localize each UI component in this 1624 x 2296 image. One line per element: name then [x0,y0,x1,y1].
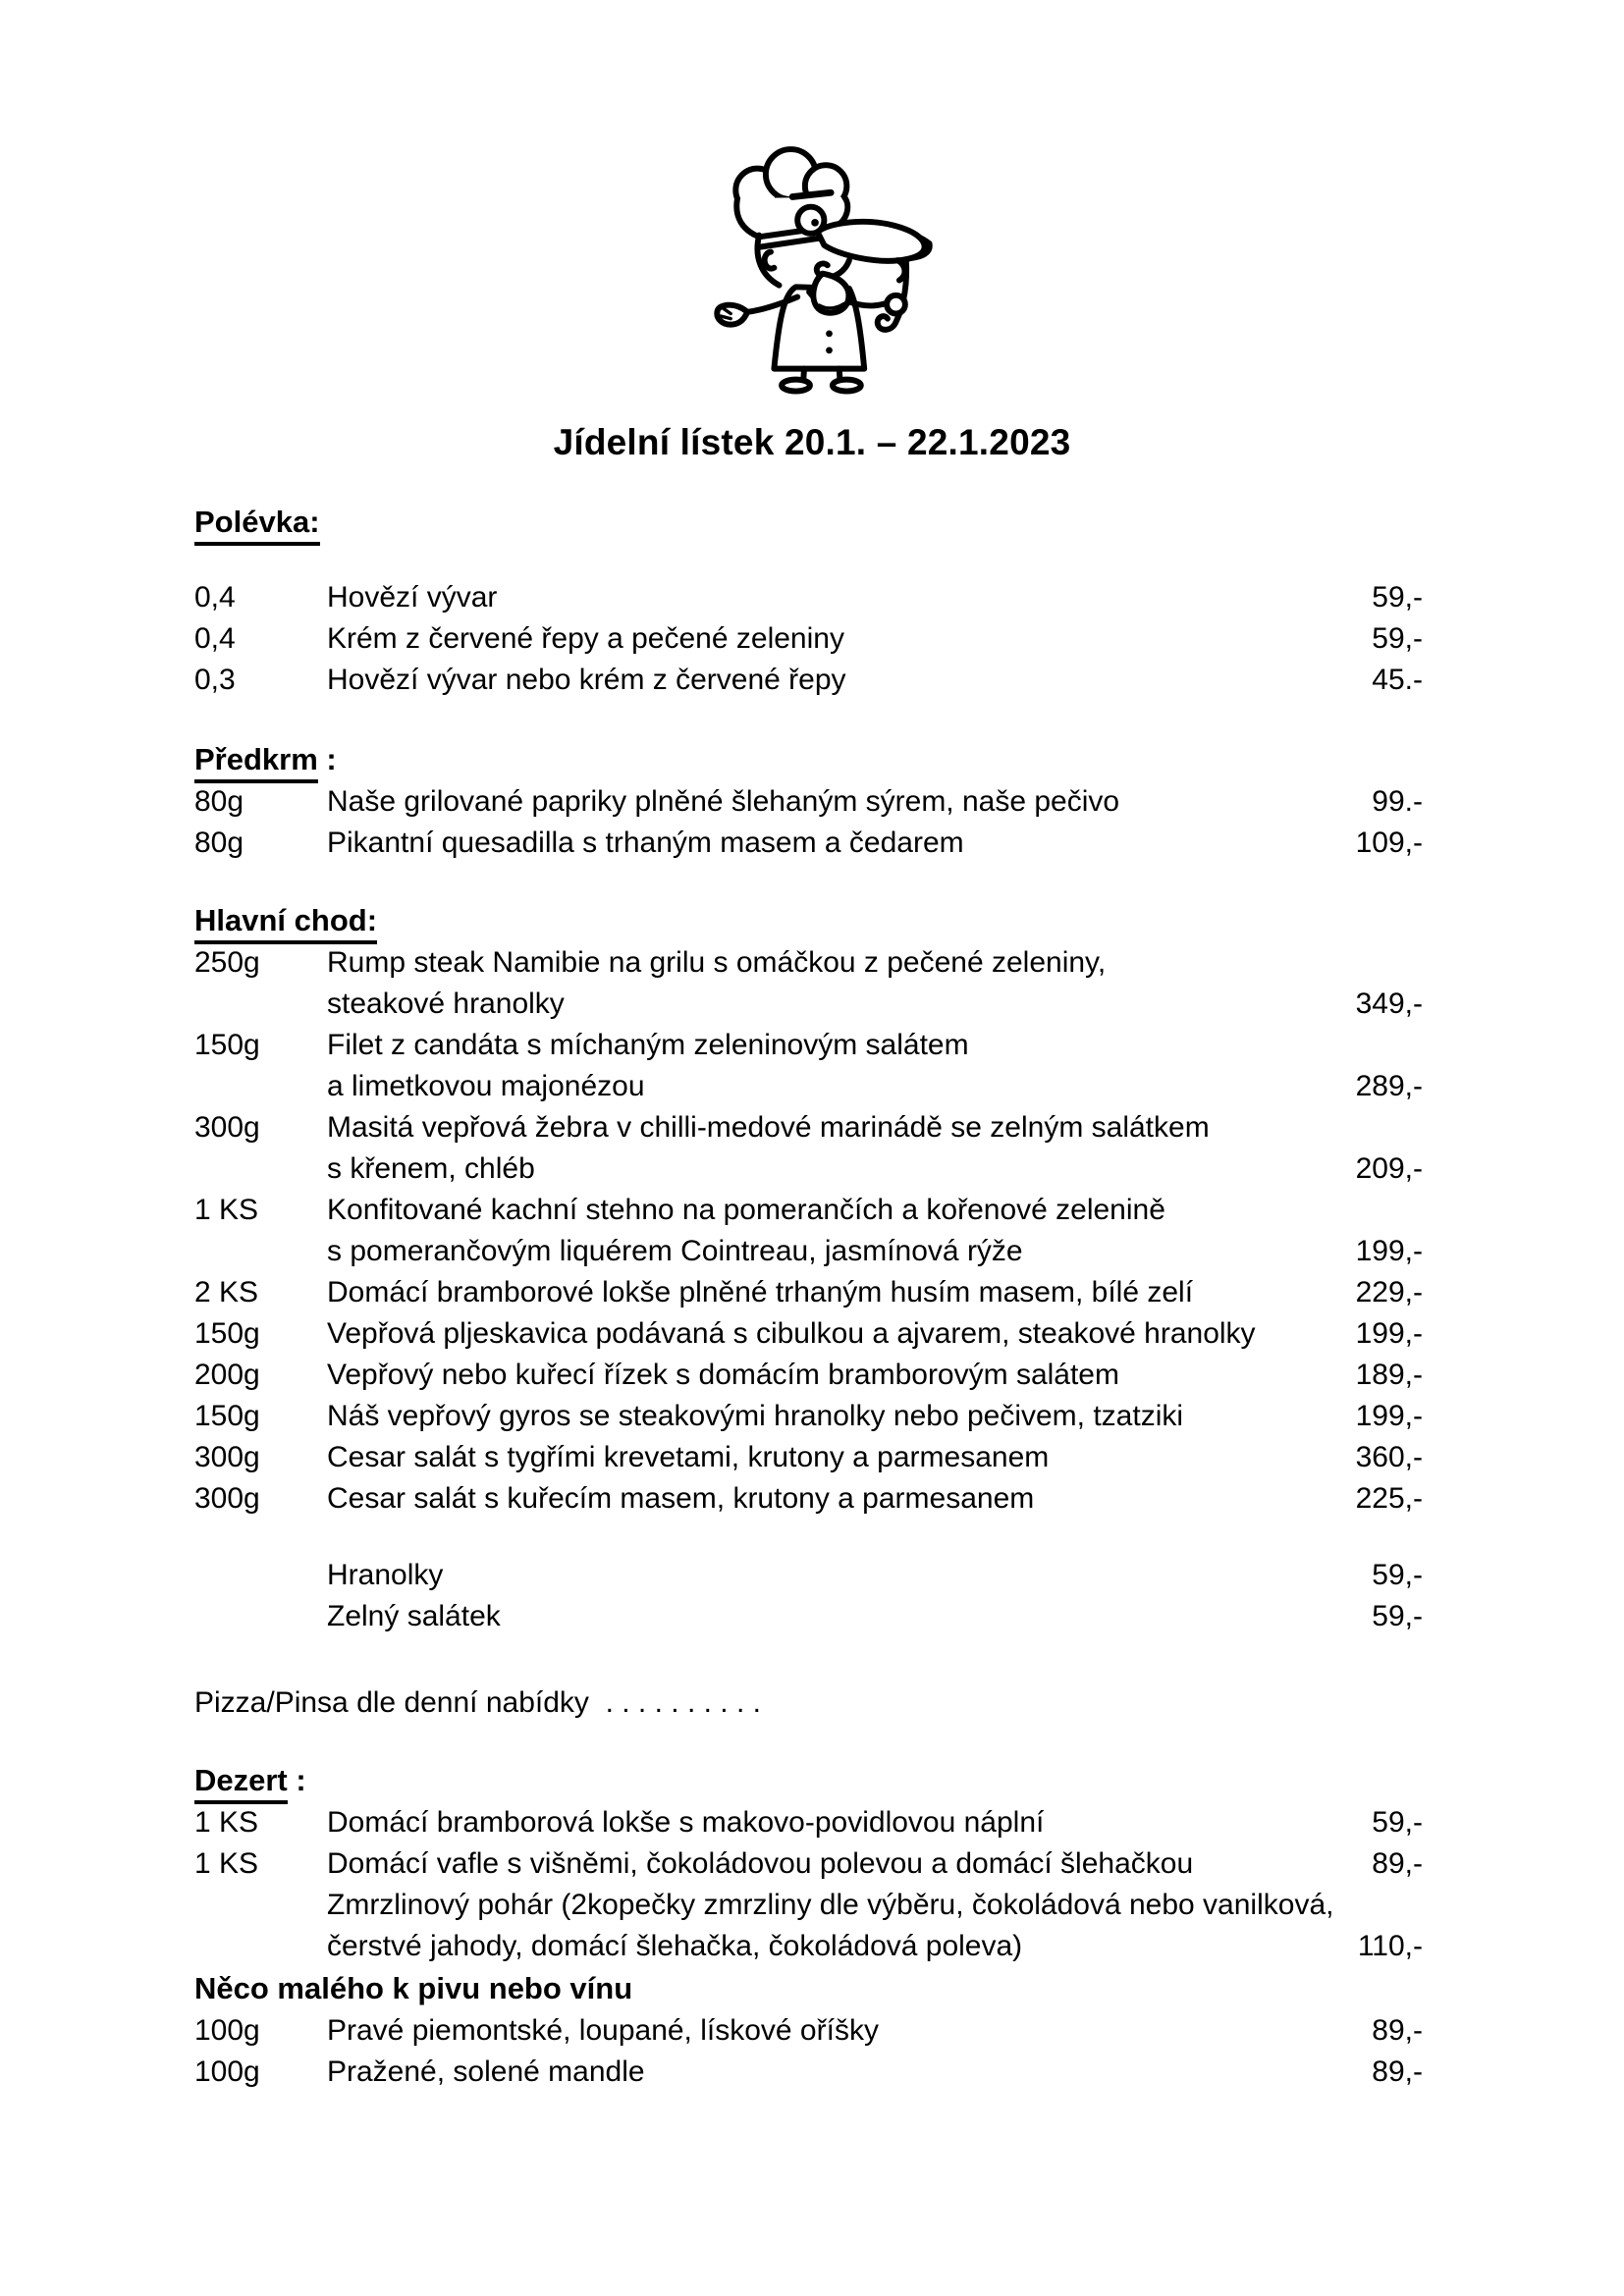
menu-line [194,1359,1423,1400]
menu-line [194,664,1423,705]
item-name: čerstvé jahody, domácí šlehačka, čokoládová poleva) [327,1930,1023,1962]
menu-section-hlavni-chod [194,903,1423,1641]
section-heading [194,1971,1423,2014]
portion-size: 300g [194,1482,260,1515]
item-price: 349,- [1355,988,1423,1020]
menu-line [194,1559,1423,1600]
item-name: Pikantní quesadilla s trhaným masem a čedarem [327,827,964,859]
item-name: Domácí bramborová lokše s makovo-povidlovou náplní [327,1806,1045,1839]
item-name: Rump steak Namibie na grilu s omáčkou z pečené zeleniny, [327,946,1107,979]
menu-line [194,827,1423,868]
item-price: 209,- [1355,1152,1423,1185]
menu-line [194,1029,1423,1070]
portion-size: 150g [194,1317,260,1350]
menu-line [194,1806,1423,1847]
item-name: Domácí vafle s višněmi, čokoládovou polevou a domácí šlehačkou [327,1847,1194,1880]
portion-size: 100g [194,2014,260,2047]
menu-line [194,1317,1423,1359]
section-heading [194,505,1423,548]
item-price: 289,- [1355,1070,1423,1102]
menu-line [194,581,1423,622]
item-price: 199,- [1355,1317,1423,1350]
item-name: Filet z candáta s míchaným zeleninovým salátem [327,1029,969,1061]
menu-line [194,1600,1423,1641]
portion-size: 1 KS [194,1806,259,1839]
page-title: Jídelní lístek 20.1. – 22.1.2023 [553,422,1071,462]
item-price: 59,- [1372,1806,1423,1839]
menu-line [194,1070,1423,1111]
menu-sections [194,505,1423,2097]
item-name: Hranolky [327,1559,444,1591]
item-price: 199,- [1355,1400,1423,1432]
item-price: 59,- [1372,622,1423,655]
item-price: 199,- [1355,1235,1423,1267]
item-name: Zelný salátek [327,1600,501,1632]
menu-section-pizza [194,1686,1423,1728]
item-name: steakové hranolky [327,988,565,1020]
portion-size: 300g [194,1111,260,1144]
menu-section-neco-maleho [194,1971,1423,2097]
menu-line [194,1111,1423,1152]
portion-size: 300g [194,1441,260,1473]
item-name: Vepřový nebo kuřecí řízek s domácím bramborovým salátem [327,1359,1119,1391]
portion-size: 2 KS [194,1276,259,1308]
portion-size: 200g [194,1359,260,1391]
item-name: Náš vepřový gyros se steakovými hranolky nebo pečivem, tzatziki [327,1400,1184,1432]
item-name: Pravé piemontské, loupané, lískové oříšky [327,2014,879,2047]
chef-illustration-wrap [0,0,1624,399]
item-price: 59,- [1372,1559,1423,1591]
menu-line [194,1441,1423,1482]
menu-line [194,1235,1423,1276]
portion-size: 250g [194,946,260,979]
item-price: 89,- [1372,2056,1423,2088]
item-price: 225,- [1355,1482,1423,1515]
portion-size: 0,3 [194,664,236,696]
section-heading-underlined: Polévka: [194,505,320,546]
section-heading-underlined: Předkrm [194,742,318,783]
item-name: s pomerančovým liquérem Cointreau, jasmínová rýže [327,1235,1023,1267]
item-price: 45.- [1372,664,1423,696]
menu-section-predkrm [194,742,1423,868]
item-price: 59,- [1372,1600,1423,1632]
item-name: Konfitované kachní stehno na pomerančích a kořenové zelenině [327,1194,1165,1226]
item-name: a limetkovou majonézou [327,1070,645,1102]
menu-line [194,1930,1423,1971]
section-heading-plain: Něco malého k pivu nebo vínu [194,1971,633,2005]
menu-section-dezert [194,1763,1423,1971]
menu-line [194,1889,1423,1930]
item-name: Krém z červené řepy a pečené zeleniny [327,622,844,655]
item-price: 59,- [1372,581,1423,614]
menu-content [0,505,1624,2097]
menu-line [194,1152,1423,1194]
item-price: 110,- [1357,1930,1423,1962]
item-price: 189,- [1355,1359,1423,1391]
section-heading [194,903,1423,946]
chef-with-ladle-icon [687,145,938,399]
item-price: 89,- [1372,2014,1423,2047]
item-name: Cesar salát s tygřími krevetami, krutony a parmesanem [327,1441,1050,1473]
menu-line [194,1482,1423,1523]
portion-size: 150g [194,1029,260,1061]
item-name: Masitá vepřová žebra v chilli-medové marinádě se zelným salátkem [327,1111,1210,1144]
portion-size: 0,4 [194,622,236,655]
portion-size: 1 KS [194,1847,259,1880]
menu-line [194,1194,1423,1235]
section-heading-plain: : [317,742,337,776]
portion-size: 80g [194,827,244,859]
menu-line [194,2014,1423,2056]
portion-size: 150g [194,1400,260,1432]
item-name: s křenem, chléb [327,1152,535,1185]
menu-line [194,785,1423,827]
item-name: Domácí bramborové lokše plněné trhaným husím masem, bílé zelí [327,1276,1194,1308]
item-name: Zmrzlinový pohár (2kopečky zmrzliny dle výběru, čokoládová nebo vanilková, [327,1889,1334,1921]
menu-line [194,946,1423,988]
portion-size: 1 KS [194,1194,259,1226]
item-name: Cesar salát s kuřecím masem, krutony a parmesanem [327,1482,1035,1515]
menu-line [194,988,1423,1029]
item-price: 99.- [1372,785,1423,818]
item-name: Hovězí vývar [327,581,498,614]
item-name: Hovězí vývar nebo krém z červené řepy [327,664,846,696]
section-heading-underlined: Hlavní chod: [194,903,377,944]
portion-size: 80g [194,785,244,818]
item-price: 229,- [1355,1276,1423,1308]
portion-size: 100g [194,2056,260,2088]
item-price: 360,- [1355,1441,1423,1473]
menu-line [194,2056,1423,2097]
item-price: 109,- [1355,827,1423,859]
section-heading [194,1763,1423,1806]
item-name: Naše grilované papriky plněné šlehaným sýrem, naše pečivo [327,785,1120,818]
item-name: Pražené, solené mandle [327,2056,645,2088]
item-price: 89,- [1372,1847,1423,1880]
spacer [194,1523,1423,1559]
menu-line [194,1847,1423,1889]
section-heading [194,742,1423,785]
section-heading-underlined: Dezert [194,1763,288,1804]
item-name: Vepřová pljeskavica podávaná s cibulkou a ajvarem, steakové hranolky [327,1317,1256,1350]
menu-line [194,1276,1423,1317]
menu-line [194,1400,1423,1441]
menu-line [194,622,1423,664]
pizza-note: Pizza/Pinsa dle denní nabídky . . . . . . . . . . [194,1686,761,1719]
portion-size: 0,4 [194,581,236,614]
section-heading-plain: : [287,1763,306,1797]
menu-section-polevka [194,505,1423,705]
